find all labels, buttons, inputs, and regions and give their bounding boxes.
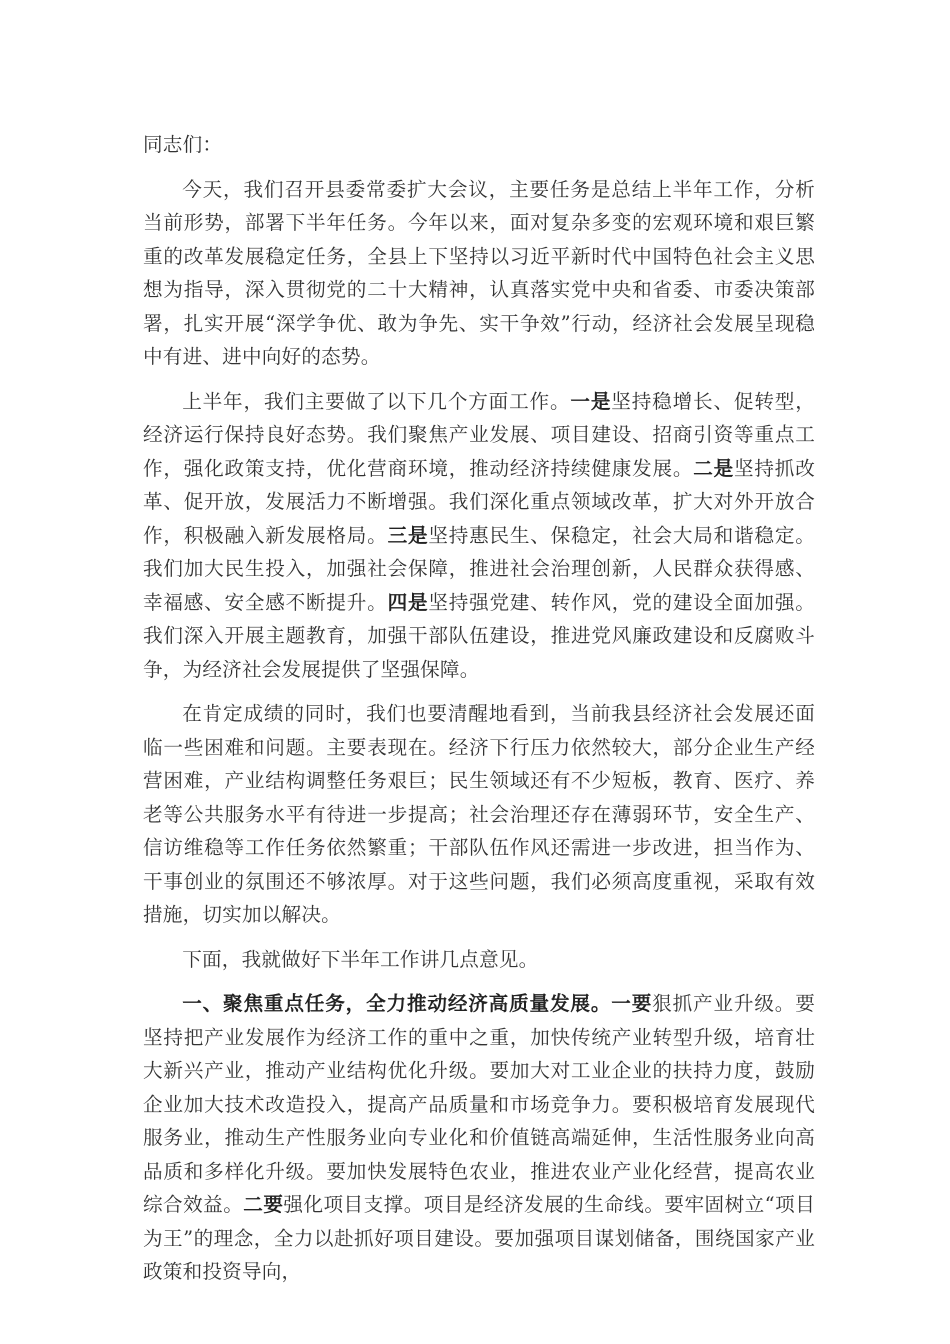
keyword-second: 二是 [693,456,735,480]
keyword-first: 一是 [570,389,612,413]
section-one-item-2: 强化项目支撑。项目是经济发展的生命线。要牢固树立“项目为王”的理念，全力以赴抓好项目建设。要加强项目谋划储备，围绕国家产业政策和投资导向， [143,1193,816,1283]
keyword-third: 三是 [387,523,429,547]
achievement-3-text: 坚持惠民生、保稳定，社会大局和谐稳定。我们加大民生投入，加强社会保障，推进社会治理创新，人民群众获得感、幸福感、安全感不断提升。 [143,523,815,614]
paragraph-problems: 在肯定成绩的同时，我们也要清醒地看到，当前我县经济社会发展还面临一些困难和问题。主要表现在。经济下行压力依然较大，部分企业生产经营困难，产业结构调整任务艰巨；民生领域还有不少短板，教育、医疗、养老等公共服务水平有待进一步提高；社会治理还存在薄弱环节，安全生产、信访维稳等工作任务依然繁重；干部队伍作风还需进一步改进，担当作为、干事创业的氛围还不够浓厚。对于这些问题，我们必须高度重视，采取有效措施，切实加以解决。 [143,702,815,926]
achievement-4-text: 坚持强党建、转作风，党的建设全面加强。我们深入开展主题教育，加强干部队伍建设，推进党风廉政建设和反腐败斗争，为经济社会发展提供了坚强保障。 [143,590,815,681]
section-one-item-1: 狠抓产业升级。要坚持把产业发展作为经济工作的重中之重，加快传统产业转型升级，培育壮大新兴产业，推动产业结构优化升级。要加大对工业企业的扶持力度，鼓励企业加大技术改造投入，提高产品质量和市场竞争力。要积极培育发展现代服务业，推动生产性服务业向专业化和价值链高端延伸，生活性服务业向高品质和多样化升级。要加快发展特色农业，推进农业产业化经营，提高农业综合效益。 [143,992,815,1216]
achievement-2-text: 坚持抓改革、促开放，发展活力不断增强。我们深化重点领域改革，扩大对外开放合作，积极融入新发展格局。 [143,456,815,547]
section-one-heading: 一、聚焦重点任务，全力推动经济高质量发展。 [182,992,612,1015]
achievement-1-text: 坚持稳增长、促转型，经济运行保持良好态势。我们聚焦产业发展、项目建设、招商引资等重点工作，强化政策支持，优化营商环境，推动经济持续健康发展。 [143,389,815,480]
paragraph-transition: 下面，我就做好下半年工作讲几点意见。 [182,947,539,971]
achievements-intro: 上半年，我们主要做了以下几个方面工作。 [182,389,571,413]
paragraph-achievements [143,385,815,687]
paragraph-opening: 今天，我们召开县委常委扩大会议，主要任务是总结上半年工作，分析当前形势，部署下半年任务。今年以来，面对复杂多变的宏观环境和艰巨繁重的改革发展稳定任务，全县上下坚持以习近平新时代中国特色社会主义思想为指导，深入贯彻党的二十大精神，认真落实党中央和省委、市委决策部署，扎实开展“深学争优、敢为争先、实干争效”行动，经济社会发展呈现稳中有进、进中向好的态势。 [143,177,815,368]
paragraph-section-one [143,987,815,1289]
keyword-yao-second: 二要 [243,1193,284,1216]
keyword-fourth: 四是 [387,590,429,614]
salutation: 同志们： [143,133,223,156]
keyword-yao-first: 一要 [611,992,653,1015]
document-page [143,128,815,1300]
